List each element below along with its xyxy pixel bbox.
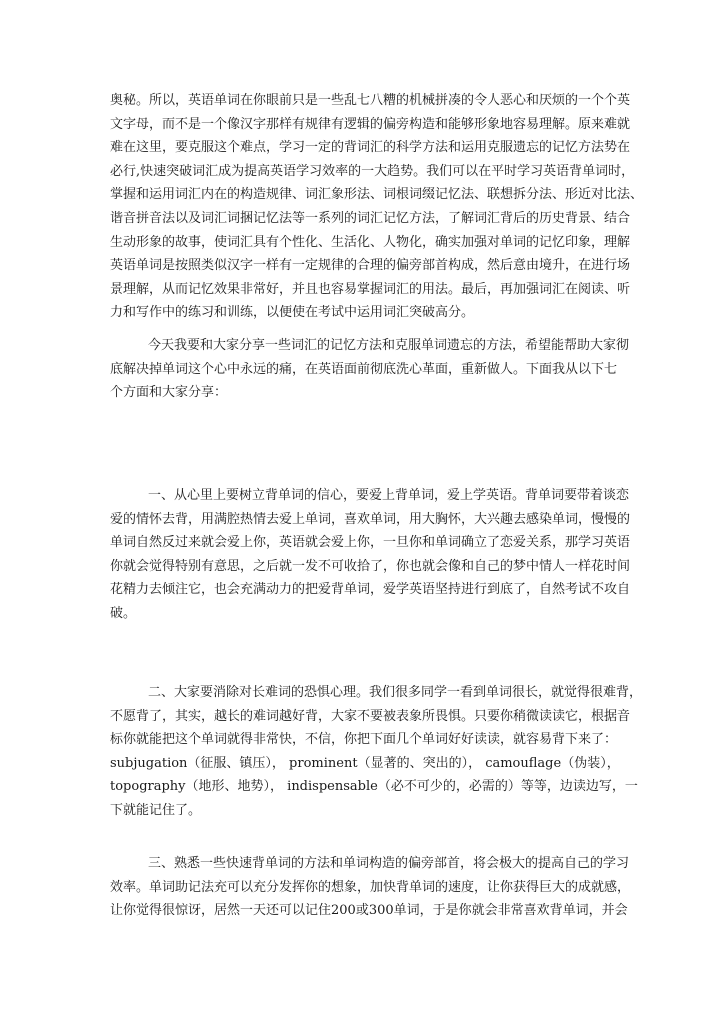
text-line: 难在这里，要克服这个难点，学习一定的背词汇的科学方法和运用克服遗忘的记忆方法势在 xyxy=(110,140,631,156)
text-line: 效率。单词助记法充可以充分发挥你的想象，加快背单词的速度，让你获得巨大的成就感， xyxy=(110,879,631,895)
text-line: 破。 xyxy=(110,605,137,621)
text-line: 你就会觉得特别有意思，之后就一发不可收拾了，你也就会像和自己的梦中情人一样花时间 xyxy=(110,558,631,574)
text-line: 下就能记住了。 xyxy=(110,802,202,818)
text-line: 奥秘。所以，英语单词在你眼前只是一些乱七八糟的机械拼凑的令人恶心和厌烦的一个个英 xyxy=(110,93,631,108)
paragraph-point-1 xyxy=(110,484,631,626)
text-line: 不愿背了，其实，越长的难词越好背，大家不要被表象所畏惧。只要你稍微读读它，根据音 xyxy=(110,708,631,724)
paragraph-point-2 xyxy=(110,681,643,823)
text-line: 今天我要和大家分享一些词汇的记忆方法和克服单词遗忘的方法，希望能帮助大家彻 xyxy=(148,338,630,353)
text-line: 英语单词是按照类似汉字一样有一定规律的合理的偏旁部首构成，然后意由境升，在进行场 xyxy=(110,258,631,274)
text-line: 谐音拼音法以及词汇词捆记忆法等一系列的词汇记忆方法，了解词汇背后的历史背景、结合 xyxy=(110,210,631,226)
text-line: 二、大家要消除对长难词的恐惧心理。我们很多同学一看到单词很长，就觉得很难背， xyxy=(148,685,643,700)
text-line: 一、从心里上要树立背单词的信心，要爱上背单词，爱上学英语。背单词要带着谈恋 xyxy=(148,488,630,503)
text-line: 花精力去倾注它，也会充满动力的把爱背单词，爱学英语坚持进行到底了，自然考试不攻自 xyxy=(110,582,631,598)
text-line: 景理解，从而记忆效果非常好，并且也容易掌握词汇的用法。最后，再加强词汇在阅读、听 xyxy=(110,281,631,297)
paragraph-intro-continuation xyxy=(110,89,644,325)
text-line: 力和写作中的练习和训练，以便使在考试中运用词汇突破高分。 xyxy=(110,305,475,321)
text-line: 三、熟悉一些快速背单词的方法和单词构造的偏旁部首，将会极大的提高自己的学习 xyxy=(148,856,630,871)
text-line: 让你觉得很惊讶，居然一天还可以记住200或300单词，于是你就会非常喜欢背单词，并会 xyxy=(110,903,628,919)
text-line: 掌握和运用词汇内在的构造规律、词汇象形法、词根词缀记忆法、联想拆分法、形近对比法、 xyxy=(110,187,644,203)
text-line: 文字母，而不是一个像汉字那样有规律有逻辑的偏旁构造和能够形象地容易理解。原来难就 xyxy=(110,116,631,132)
text-line: 生动形象的故事，使词汇具有个性化、生活化、人物化，确实加强对单词的记忆印象，理解 xyxy=(110,234,631,250)
text-line: topography（地形、地势）， indispensable（必不可少的，必需的）等等，边读边写，一 xyxy=(110,779,638,795)
text-line: 标你就能把这个单词就得非常快，不信，你把下面几个单词好好读读，就容易背下来了： xyxy=(110,732,618,748)
text-line: 底解决掉单词这个心中永远的痛，在英语面前彻底洗心革面，重新做人。下面我从以下七 xyxy=(110,361,618,377)
text-line: 必行,快速突破词汇成为提高英语学习效率的一大趋势。我们可以在平时学习英语背单词时， xyxy=(110,163,635,179)
text-line: subjugation（征服、镇压）， prominent（显著的、突出的）， camouflage（伪装）， xyxy=(110,755,620,771)
text-line: 个方面和大家分享： xyxy=(110,385,228,401)
paragraph-point-3 xyxy=(110,852,631,923)
paragraph-sharing-intro xyxy=(110,334,630,405)
text-line: 爱的情怀去背，用满腔热情去爱上单词，喜欢单词，用大胸怀，大兴趣去感染单词，慢慢的 xyxy=(110,511,631,527)
text-line: 单词自然反过来就会爱上你，英语就会爱上你，一旦你和单词确立了恋爱关系，那学习英语 xyxy=(110,535,631,551)
